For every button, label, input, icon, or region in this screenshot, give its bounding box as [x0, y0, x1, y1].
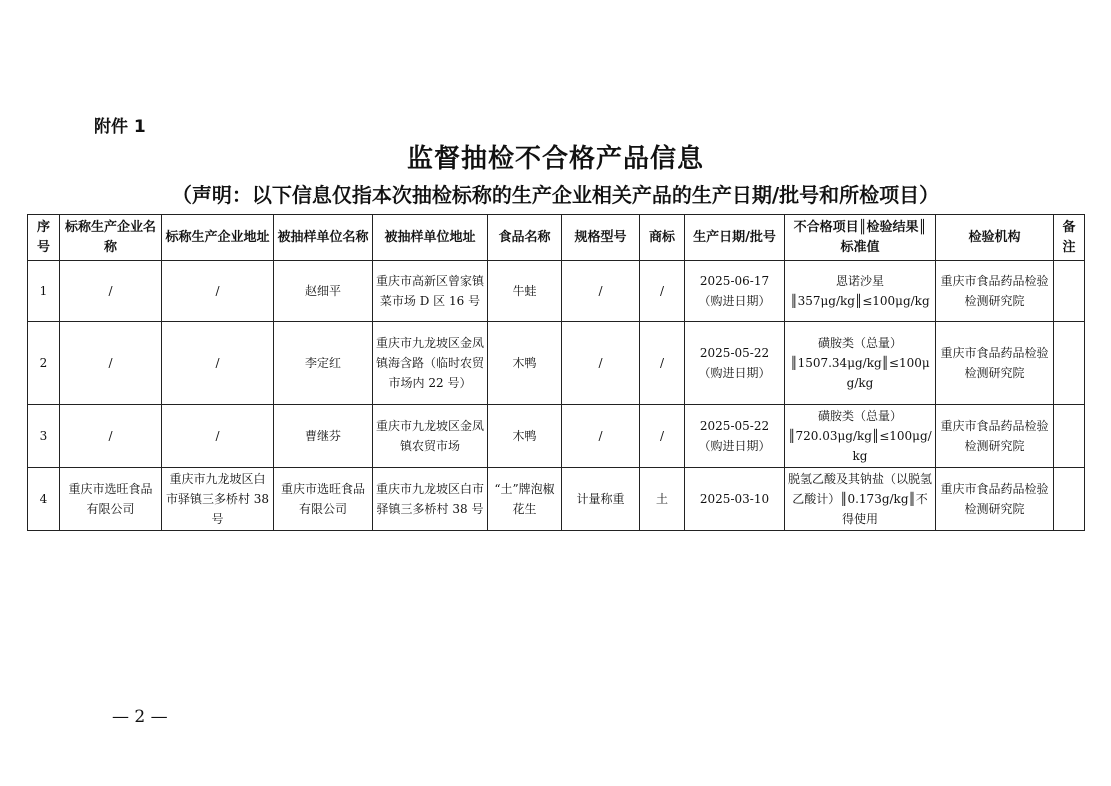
cell-brand: /	[640, 261, 685, 322]
cell-no: 4	[28, 468, 60, 531]
cell-producer-address: 重庆市九龙坡区白市驿镇三多桥村 38 号	[162, 468, 274, 531]
header-remark: 备注	[1054, 215, 1085, 261]
header-food-name: 食品名称	[488, 215, 562, 261]
cell-food-name: “土”牌泡椒花生	[488, 468, 562, 531]
header-lab: 检验机构	[936, 215, 1054, 261]
cell-result: 恩诺沙星║357μg/kg║≤100μg/kg	[785, 261, 936, 322]
cell-sampled-unit: 曹继芬	[274, 405, 373, 468]
cell-producer: 重庆市选旺食品有限公司	[60, 468, 162, 531]
header-result: 不合格项目║检验结果║标准值	[785, 215, 936, 261]
cell-result: 脱氢乙酸及其钠盐（以脱氢乙酸计）║0.173g/kg║不得使用	[785, 468, 936, 531]
cell-no: 1	[28, 261, 60, 322]
cell-lab: 重庆市食品药品检验检测研究院	[936, 322, 1054, 405]
cell-date: 2025-06-17（购进日期）	[685, 261, 785, 322]
cell-lab: 重庆市食品药品检验检测研究院	[936, 261, 1054, 322]
cell-remark	[1054, 405, 1085, 468]
header-brand: 商标	[640, 215, 685, 261]
cell-producer-address: /	[162, 261, 274, 322]
cell-producer-address: /	[162, 322, 274, 405]
cell-date: 2025-05-22（购进日期）	[685, 405, 785, 468]
cell-no: 2	[28, 322, 60, 405]
table-header-row	[28, 215, 1085, 261]
cell-brand: /	[640, 405, 685, 468]
cell-sampled-address: 重庆市高新区曾家镇菜市场 D 区 16 号	[373, 261, 488, 322]
cell-sampled-address: 重庆市九龙坡区金凤镇海含路（临时农贸市场内 22 号）	[373, 322, 488, 405]
cell-producer-address: /	[162, 405, 274, 468]
cell-sampled-unit: 赵细平	[274, 261, 373, 322]
cell-food-name: 牛蛙	[488, 261, 562, 322]
page-title: 监督抽检不合格产品信息	[406, 144, 704, 174]
cell-brand: 土	[640, 468, 685, 531]
cell-producer: /	[60, 322, 162, 405]
header-date: 生产日期/批号	[685, 215, 785, 261]
cell-sampled-unit: 重庆市选旺食品有限公司	[274, 468, 373, 531]
cell-food-name: 木鸭	[488, 405, 562, 468]
header-spec: 规格型号	[562, 215, 640, 261]
cell-sampled-address: 重庆市九龙坡区白市驿镇三多桥村 38 号	[373, 468, 488, 531]
cell-sampled-unit: 李定红	[274, 322, 373, 405]
cell-result: 磺胺类（总量）║1507.34μg/kg║≤100μg/kg	[785, 322, 936, 405]
cell-brand: /	[640, 322, 685, 405]
cell-date: 2025-05-22（购进日期）	[685, 322, 785, 405]
cell-spec: /	[562, 405, 640, 468]
table-row	[28, 468, 1085, 531]
cell-sampled-address: 重庆市九龙坡区金凤镇农贸市场	[373, 405, 488, 468]
page-number: — 2 —	[112, 707, 168, 727]
table-row	[28, 405, 1085, 468]
table-row	[28, 261, 1085, 322]
unqualified-products-table	[27, 214, 1085, 531]
cell-spec: /	[562, 322, 640, 405]
header-producer: 标称生产企业名称	[60, 215, 162, 261]
cell-producer: /	[60, 261, 162, 322]
page-subtitle: （声明：以下信息仅指本次抽检标称的生产企业相关产品的生产日期/批号和所检项目）	[171, 183, 940, 207]
cell-spec: /	[562, 261, 640, 322]
attachment-label: 附件 1	[94, 117, 146, 137]
cell-lab: 重庆市食品药品检验检测研究院	[936, 468, 1054, 531]
table-row	[28, 322, 1085, 405]
cell-spec: 计量称重	[562, 468, 640, 531]
cell-remark	[1054, 322, 1085, 405]
header-sampled-unit: 被抽样单位名称	[274, 215, 373, 261]
cell-producer: /	[60, 405, 162, 468]
cell-remark	[1054, 261, 1085, 322]
header-sampled-address: 被抽样单位地址	[373, 215, 488, 261]
header-producer-address: 标称生产企业地址	[162, 215, 274, 261]
cell-lab: 重庆市食品药品检验检测研究院	[936, 405, 1054, 468]
header-no: 序号	[28, 215, 60, 261]
cell-food-name: 木鸭	[488, 322, 562, 405]
cell-remark	[1054, 468, 1085, 531]
cell-date: 2025-03-10	[685, 468, 785, 531]
cell-result: 磺胺类（总量）║720.03μg/kg║≤100μg/kg	[785, 405, 936, 468]
cell-no: 3	[28, 405, 60, 468]
